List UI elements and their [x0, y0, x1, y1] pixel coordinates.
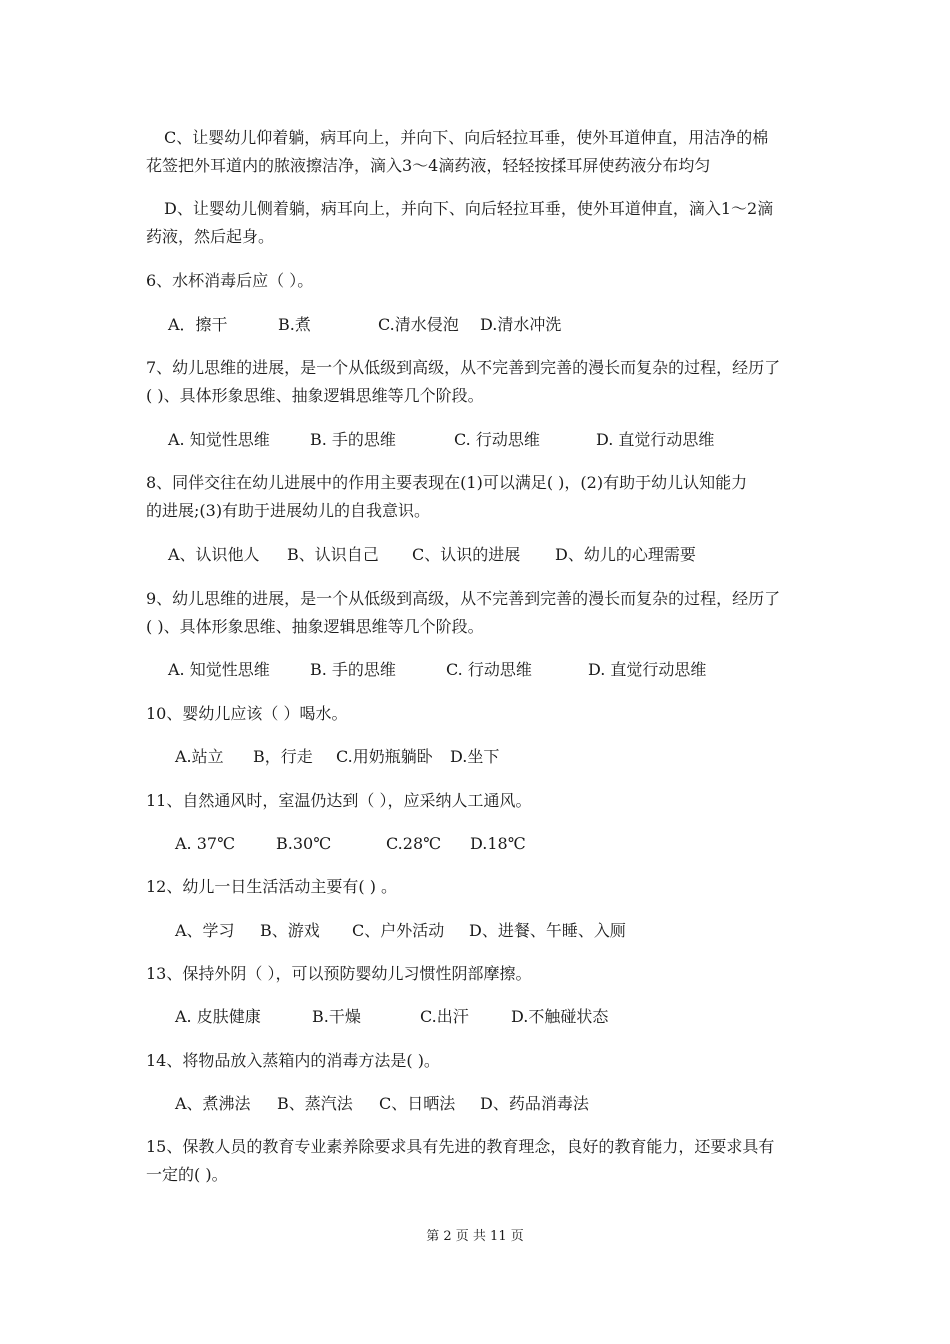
q13-option-c: C.出汗 [420, 1007, 469, 1026]
q11-option-b: B.30℃ [276, 834, 332, 853]
q13-option-b: B.干燥 [312, 1007, 361, 1026]
q5-option-c-line1: C、让婴幼儿仰着躺，病耳向上，并向下、向后轻拉耳垂，使外耳道伸直，用洁净的棉 [164, 128, 769, 147]
q7-stem-line1: 7、幼儿思维的进展，是一个从低级到高级，从不完善到完善的漫长而复杂的过程，经历了 [146, 358, 781, 377]
q14-option-d: D、药品消毒法 [480, 1094, 589, 1113]
q8-stem-line1: 8、同伴交往在幼儿进展中的作用主要表现在(1)可以满足( )，(2)有助于幼儿认知能力 [146, 473, 748, 492]
q9-option-a: A. 知觉性思维 [168, 660, 270, 679]
q6-stem: 6、水杯消毒后应（ ）。 [146, 271, 314, 290]
q13-stem: 13、保持外阴（ ），可以预防婴幼儿习惯性阴部摩擦。 [146, 964, 532, 983]
q5-option-d-line1: D、让婴幼儿侧着躺，病耳向上，并向下、向后轻拉耳垂，使外耳道伸直，滴入1～2滴 [164, 199, 774, 218]
q7-option-c: C. 行动思维 [454, 430, 540, 449]
q11-option-a: A. 37℃ [175, 834, 235, 853]
q14-option-c: C、日晒法 [379, 1094, 456, 1113]
q10-option-c: C.用奶瓶躺卧 [336, 747, 433, 766]
q6-option-c: C.清水侵泡 [378, 315, 459, 334]
q9-option-c: C. 行动思维 [446, 660, 532, 679]
q14-option-b: B、蒸汽法 [277, 1094, 353, 1113]
q10-option-b: B，行走 [253, 747, 313, 766]
q15-stem-line1: 15、保教人员的教育专业素养除要求具有先进的教育理念，良好的教育能力，还要求具有 [146, 1137, 775, 1156]
q6-option-d: D.清水冲洗 [480, 315, 562, 334]
q11-option-c: C.28℃ [386, 834, 442, 853]
q8-stem-line2: 的进展;(3)有助于进展幼儿的自我意识。 [146, 501, 431, 520]
q9-option-d: D. 直觉行动思维 [588, 660, 707, 679]
q11-stem: 11、自然通风时，室温仍达到（ ），应采纳人工通风。 [146, 791, 532, 810]
q8-option-b: B、认识自己 [287, 545, 379, 564]
q10-stem: 10、婴幼儿应该（ ）喝水。 [146, 704, 348, 723]
q12-option-c: C、户外活动 [352, 921, 445, 940]
q9-option-b: B. 手的思维 [310, 660, 396, 679]
q13-option-d: D.不触碰状态 [511, 1007, 609, 1026]
q14-option-a: A、煮沸法 [175, 1094, 251, 1113]
q7-option-b: B. 手的思维 [310, 430, 396, 449]
q12-option-a: A、学习 [175, 921, 235, 940]
q8-option-c: C、认识的进展 [412, 545, 521, 564]
page-number: 第 2 页 共 11 页 [426, 1229, 524, 1244]
q13-option-a: A. 皮肤健康 [175, 1007, 261, 1026]
q15-stem-line2: 一定的( )。 [146, 1165, 228, 1184]
q8-option-a: A、认识他人 [168, 545, 260, 564]
q5-option-c-line2: 花签把外耳道内的脓液擦洁净，滴入3～4滴药液，轻轻按揉耳屏使药液分布均匀 [146, 156, 711, 175]
q10-option-d: D.坐下 [450, 747, 500, 766]
q9-stem-line1: 9、幼儿思维的进展，是一个从低级到高级，从不完善到完善的漫长而复杂的过程，经历了 [146, 589, 781, 608]
q6-option-a: A．擦干 [168, 315, 228, 334]
q7-stem-line2: ( )、具体形象思维、抽象逻辑思维等几个阶段。 [146, 386, 484, 405]
q14-stem: 14、将物品放入蒸箱内的消毒方法是( )。 [146, 1051, 440, 1070]
q9-stem-line2: ( )、具体形象思维、抽象逻辑思维等几个阶段。 [146, 617, 484, 636]
q12-option-d: D、进餐、午睡、入厕 [469, 921, 626, 940]
q12-stem: 12、幼儿一日生活活动主要有( ) 。 [146, 877, 398, 896]
q7-option-d: D. 直觉行动思维 [596, 430, 715, 449]
q6-option-b: B.煮 [278, 315, 311, 334]
q11-option-d: D.18℃ [470, 834, 526, 853]
q12-option-b: B、游戏 [260, 921, 320, 940]
q10-option-a: A.站立 [175, 747, 224, 766]
q8-option-d: D、幼儿的心理需要 [555, 545, 696, 564]
q7-option-a: A. 知觉性思维 [168, 430, 270, 449]
q5-option-d-line2: 药液，然后起身。 [146, 227, 275, 246]
